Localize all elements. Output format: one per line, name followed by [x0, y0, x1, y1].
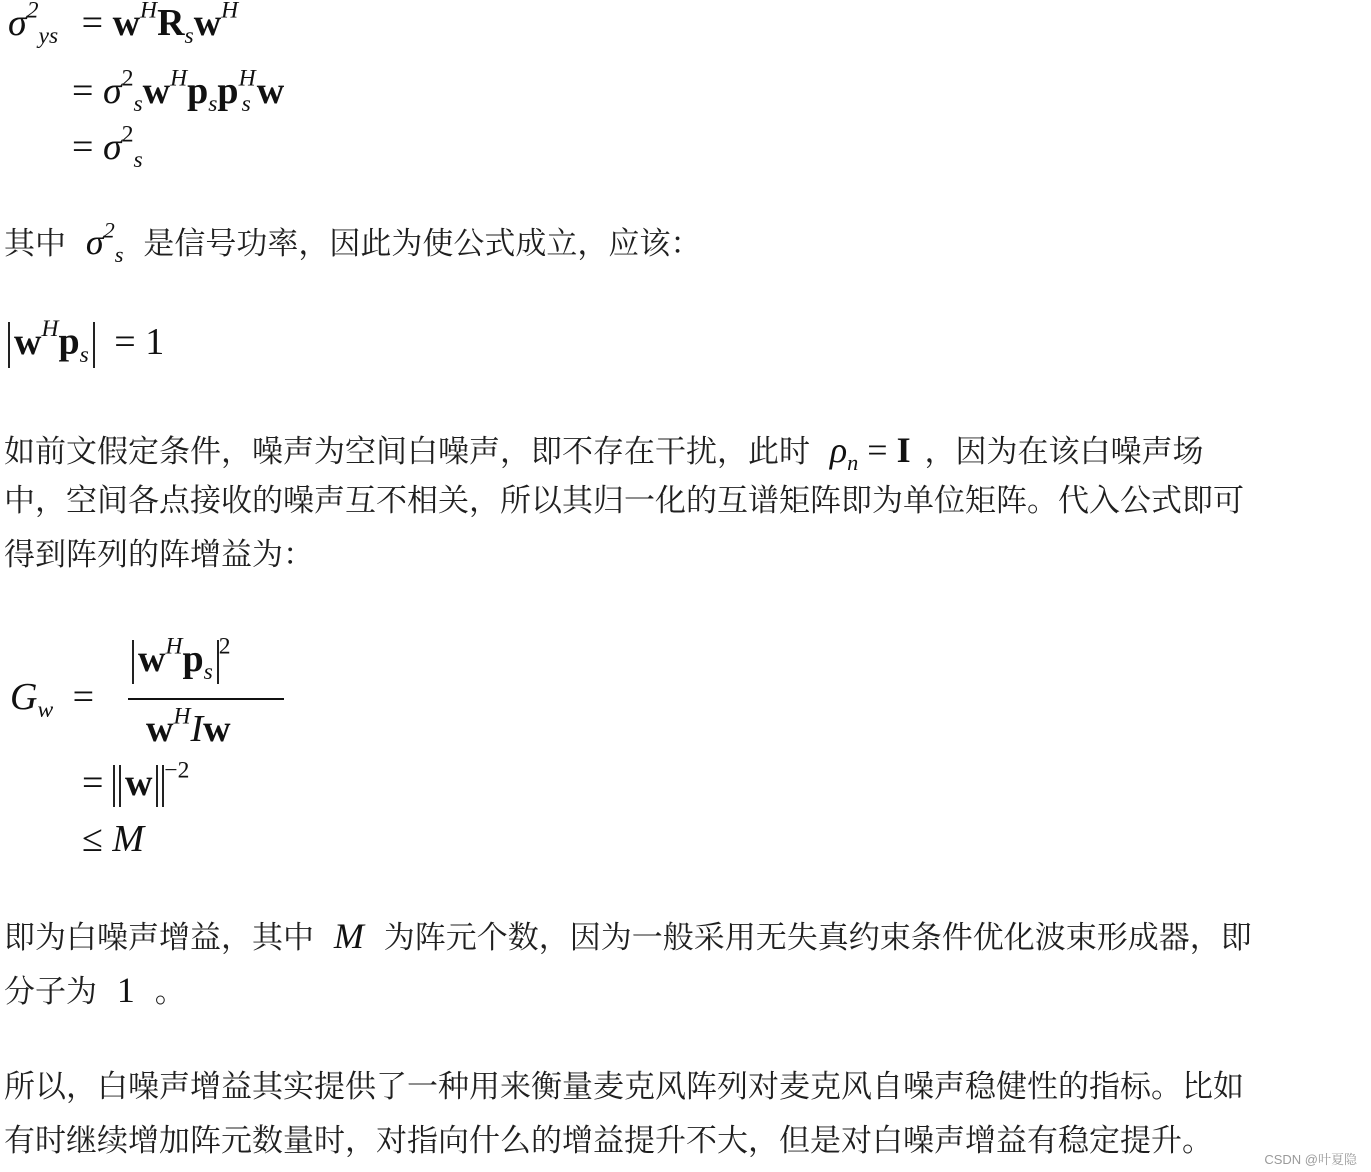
equation-3-line-3: ≤ M	[82, 818, 145, 860]
equation-3-line-2: = w $^{-2}$	[82, 764, 189, 807]
equation-1-line-2: = $\sigma^2_sw^Hp_sp^H_s$ w	[72, 65, 285, 118]
paragraph-3-line-2	[4, 972, 186, 1008]
equation-3-denominator: $w^HIw$	[146, 703, 231, 750]
paragraph-3-line-1	[4, 918, 1252, 954]
paragraph-4-line-1: 所以，白噪声增益其实提供了一种用来衡量麦克风阵列对麦克风自噪声稳健性的指标。比如	[4, 1069, 1244, 1105]
sigma-ys-symbol: $\sigma^2_{ys}$	[8, 0, 59, 50]
numeral-one: 1	[116, 970, 135, 1010]
paragraph-4-line-2: 有时继续增加阵元数量时，对指向什么的增益提升不大，但是对白噪声增益有稳定提升。	[4, 1123, 1213, 1159]
equation-3-numerator: $w^Hp_s^2$	[132, 640, 231, 684]
paragraph-1-before: 其中	[4, 226, 66, 262]
equation-2-rhs: = 1	[114, 320, 165, 363]
paragraph-3-line-1-after: 为阵元个数，因为一般采用无失真约束条件优化波束形成器，即	[383, 920, 1252, 956]
paragraph-3-line-2-before: 分子为	[4, 974, 97, 1010]
symbol-m: M	[333, 916, 364, 956]
equation-1-line-3: = $\sigma^2_s$	[72, 121, 143, 174]
paragraph-3-line-2-after: 。	[154, 974, 186, 1010]
paragraph-signal-power	[4, 217, 702, 267]
csdn-watermark: CSDN @叶夏隐	[1264, 1152, 1357, 1167]
sigma-s-squared: $\sigma^2_s$	[85, 217, 124, 267]
equation-3-lhs: $G_w$ =	[10, 676, 95, 724]
rho-n-equals-identity: $\rho_n = I$	[829, 430, 911, 475]
paragraph-3-line-1-before: 即为白噪声增益，其中	[4, 920, 314, 956]
equation-2: $w^Hp_s = 1$	[8, 322, 164, 368]
paragraph-2-line-1-after: ，因为在该白噪声场	[924, 434, 1204, 470]
paragraph-2-line-1	[4, 430, 1204, 475]
paragraph-2-line-3: 得到阵列的阵增益为：	[4, 537, 314, 573]
equation-1: $\sigma^2_{ys} = w^HR_sw^H$	[8, 0, 239, 50]
paragraph-2-line-1-before: 如前文假定条件，噪声为空间白噪声，即不存在干扰，此时	[4, 434, 810, 470]
fraction-bar	[128, 698, 284, 700]
paragraph-2-line-2: 中，空间各点接收的噪声互不相关，所以其归一化的互谱矩阵即为单位矩阵。代入公式即可	[4, 483, 1244, 519]
paragraph-1-after: 是信号功率，因此为使公式成立，应该：	[143, 226, 702, 262]
